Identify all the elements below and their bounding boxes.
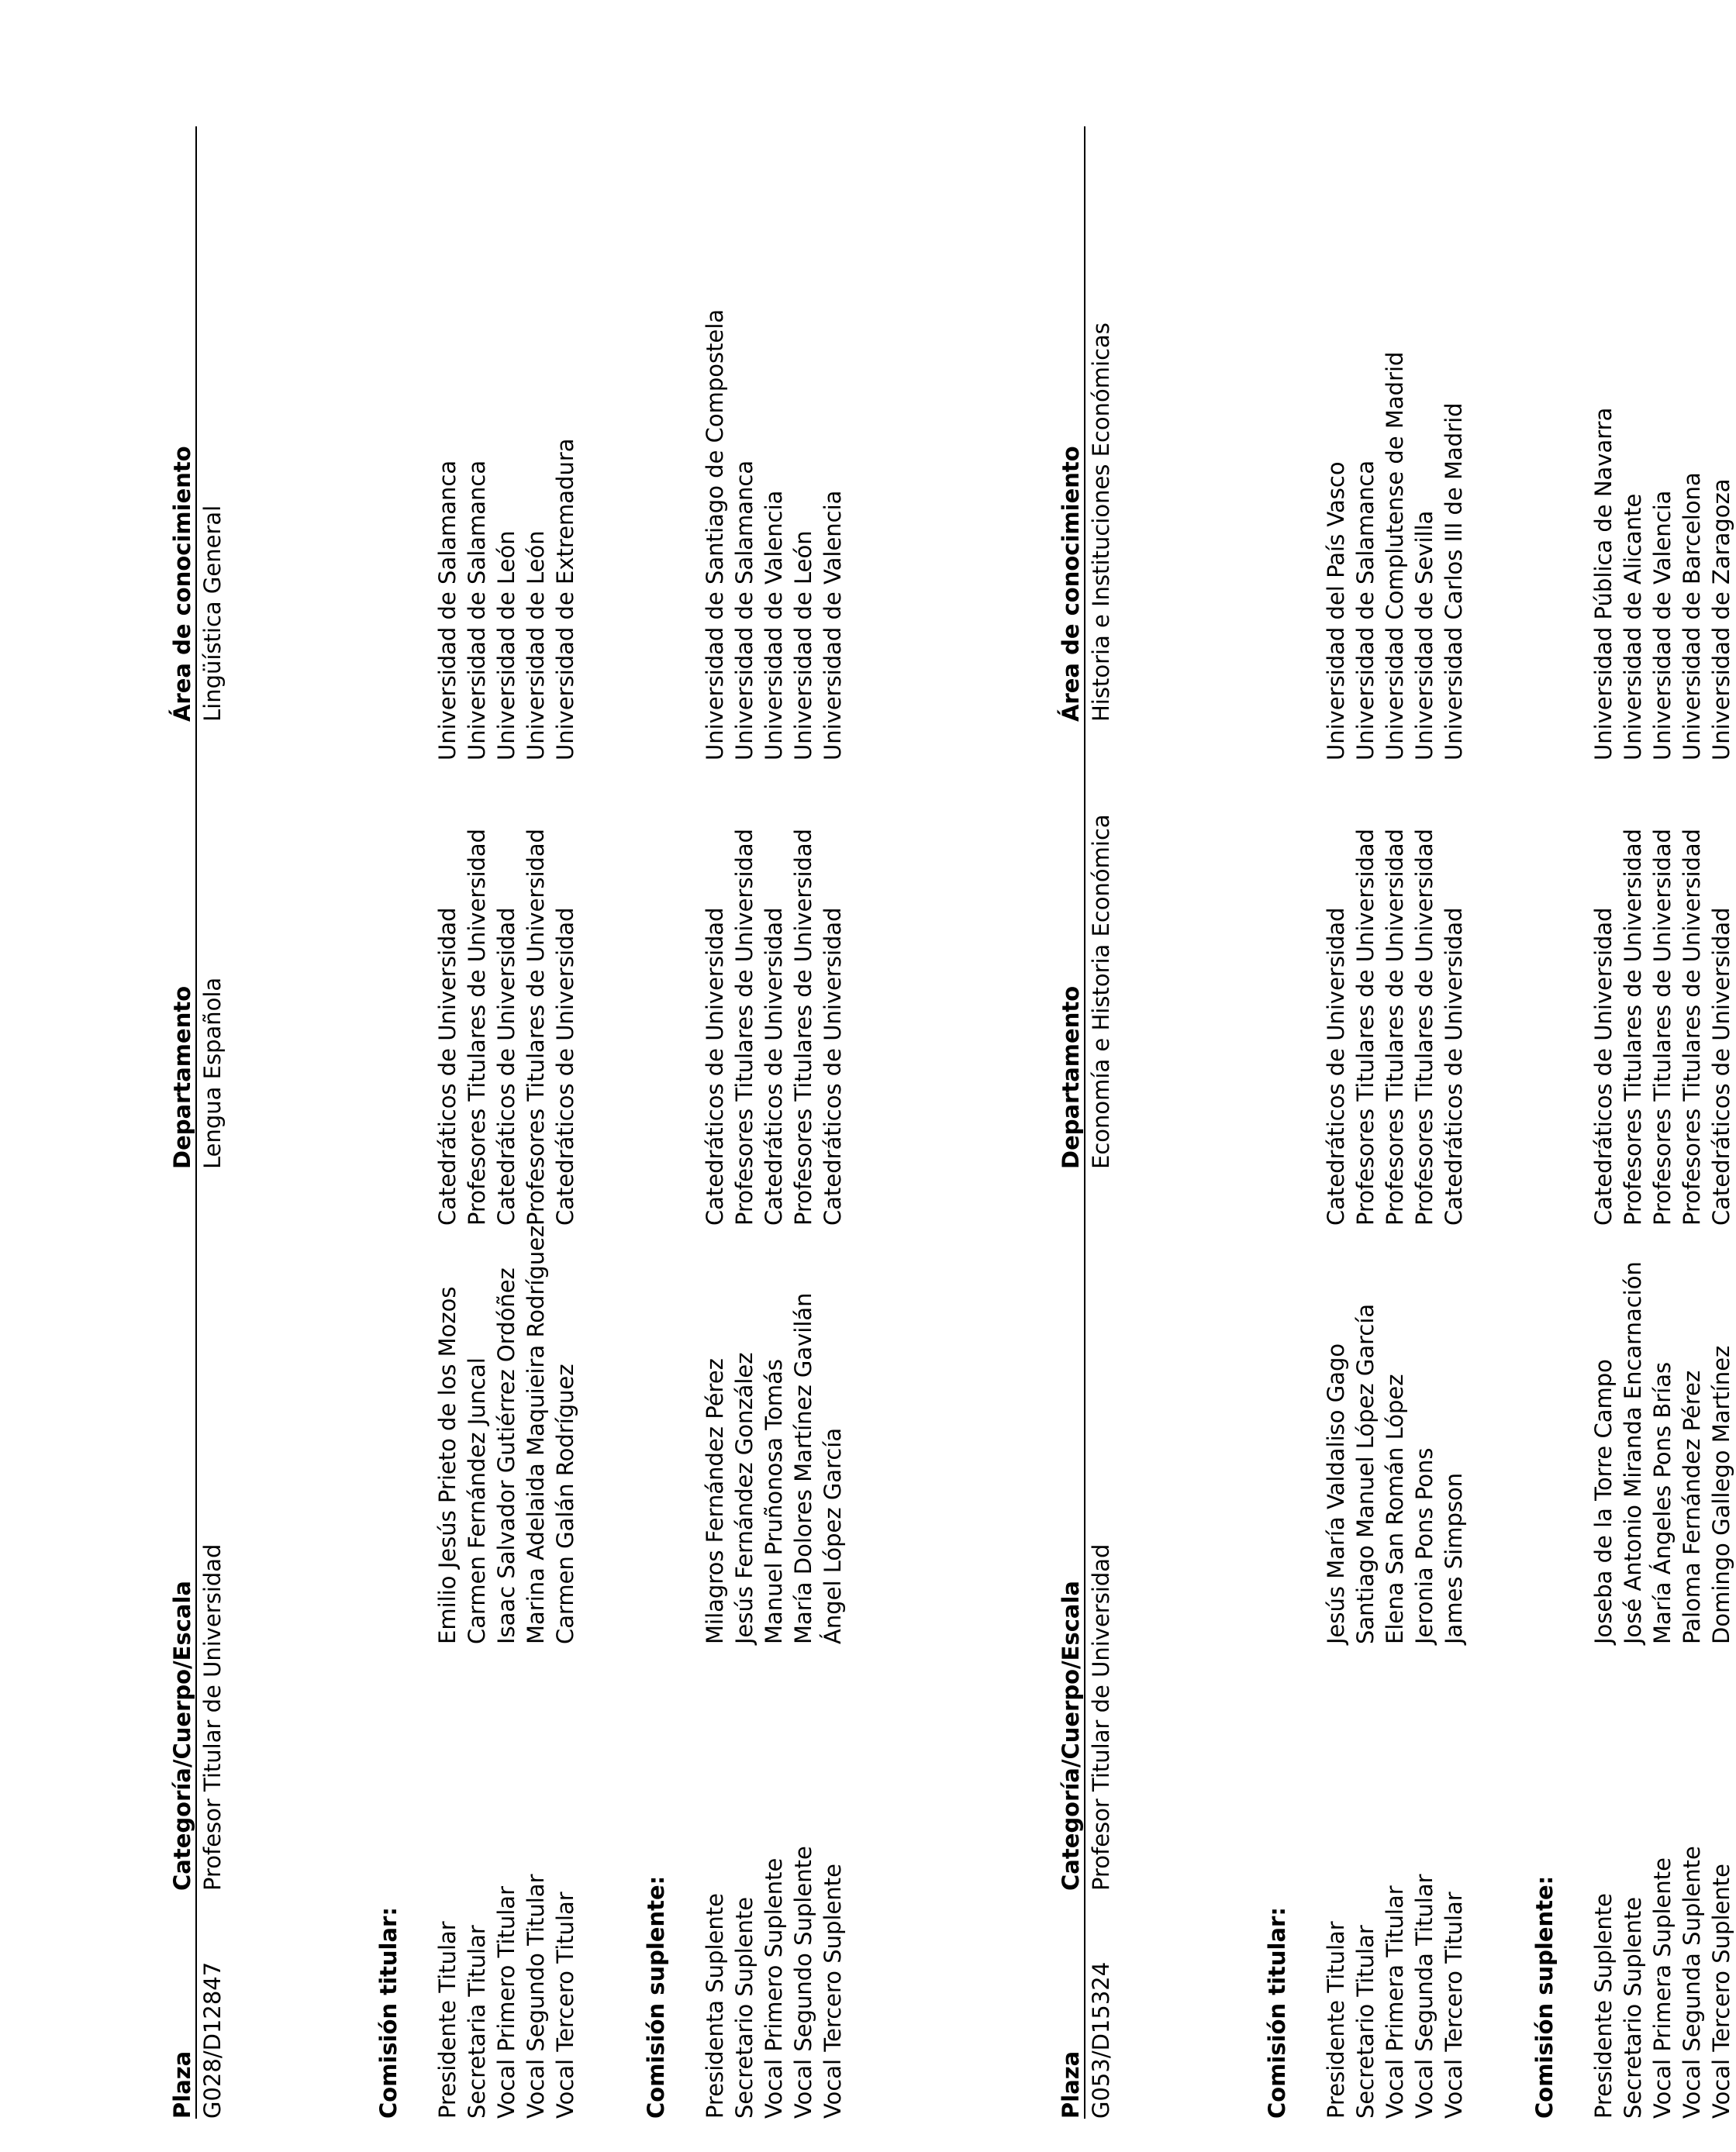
member-role: Vocal Tercero Titular (552, 1892, 578, 2119)
member-universidad: Universidad Carlos III de Madrid (1441, 402, 1467, 760)
header-departamento: Departamento (1058, 985, 1084, 1169)
member-universidad: Universidad Pública de Navarra (1590, 407, 1617, 760)
member-cuerpo: Catedráticos de Universidad (1441, 907, 1467, 1226)
member-universidad: Universidad de León (790, 530, 816, 760)
member-cuerpo: Catedráticos de Universidad (1590, 907, 1617, 1226)
member-name: Joseba de la Torre Campo (1590, 1359, 1617, 1644)
member-cuerpo: Profesores Titulares de Universidad (523, 828, 549, 1226)
member-cuerpo: Catedráticos de Universidad (1708, 907, 1734, 1226)
member-name: Ángel López García (820, 1427, 846, 1644)
member-universidad: Universidad de Salamanca (1352, 460, 1379, 760)
member-name: Carmen Galán Rodríguez (552, 1364, 578, 1644)
member-role: Vocal Tercero Titular (1441, 1892, 1467, 2119)
comision-title: Comisión titular: (375, 1907, 402, 2119)
member-cuerpo: Profesores Titulares de Universidad (1620, 828, 1646, 1226)
plaza-departamento: Lengua Española (199, 977, 226, 1169)
member-universidad: Universidad de Santiago de Compostela (702, 309, 728, 760)
member-cuerpo: Profesores Titulares de Universidad (731, 828, 758, 1226)
member-role: Vocal Segundo Titular (523, 1874, 549, 2119)
member-role: Presidente Titular (434, 1921, 461, 2119)
member-cuerpo: Profesores Titulares de Universidad (1411, 828, 1437, 1226)
plaza-departamento: Economía e Historia Económica (1088, 814, 1114, 1169)
member-cuerpo: Catedráticos de Universidad (702, 907, 728, 1226)
member-universidad: Universidad de Sevilla (1411, 510, 1437, 760)
member-cuerpo: Catedráticos de Universidad (820, 907, 846, 1226)
member-name: Carmen Fernández Juncal (464, 1357, 490, 1644)
comision-title: Comisión suplente: (643, 1875, 669, 2119)
member-cuerpo: Catedráticos de Universidad (434, 907, 461, 1226)
member-cuerpo: Catedráticos de Universidad (493, 907, 519, 1226)
plaza-code: G053/D15324 (1088, 1961, 1114, 2119)
header-area: Área de conocimiento (1058, 446, 1084, 722)
member-name: Santiago Manuel López García (1352, 1303, 1379, 1644)
plaza-area: Lingüística General (199, 505, 226, 722)
member-role: Secretaria Titular (464, 1925, 490, 2119)
member-role: Secretario Suplente (731, 1896, 758, 2119)
member-role: Vocal Primera Titular (1382, 1885, 1408, 2119)
member-name: María Dolores Martínez Gavilán (790, 1292, 816, 1644)
member-name: Jeronia Pons Pons (1411, 1447, 1437, 1644)
member-cuerpo: Profesores Titulares de Universidad (1352, 828, 1379, 1226)
member-universidad: Universidad de Barcelona (1679, 472, 1705, 760)
member-role: Vocal Primero Suplente (761, 1857, 787, 2119)
header-categoria: Categoría/Cuerpo/Escala (169, 1581, 195, 1891)
member-universidad: Universidad de León (493, 530, 519, 760)
member-name: María Ángeles Pons Brías (1649, 1361, 1676, 1644)
member-role: Presidente Titular (1323, 1921, 1349, 2119)
member-role: Presidenta Suplente (702, 1893, 728, 2119)
member-role: Presidente Suplente (1590, 1892, 1617, 2119)
member-universidad: Universidad de Alicante (1620, 493, 1646, 760)
header-departamento: Departamento (169, 985, 195, 1169)
member-universidad: Universidad Complutense de Madrid (1382, 351, 1408, 760)
member-name: José Antonio Miranda Encarnación (1620, 1261, 1646, 1644)
comision-title: Comisión suplente: (1531, 1875, 1558, 2119)
member-name: Milagros Fernández Pérez (702, 1358, 728, 1644)
member-role: Vocal Segundo Suplente (790, 1846, 816, 2119)
member-name: Jesús María Valdaliso Gago (1323, 1343, 1349, 1644)
member-cuerpo: Catedráticos de Universidad (552, 907, 578, 1226)
member-name: Isaac Salvador Gutiérrez Ordóñez (493, 1267, 519, 1644)
member-role: Vocal Segunda Titular (1411, 1874, 1437, 2119)
member-name: Domingo Gallego Martínez (1708, 1345, 1734, 1644)
member-role: Vocal Tercero Suplente (1708, 1864, 1734, 2119)
member-universidad: Universidad de Valencia (761, 490, 787, 760)
member-role: Vocal Tercero Suplente (820, 1864, 846, 2119)
member-role: Secretario Titular (1352, 1925, 1379, 2119)
member-universidad: Universidad de Salamanca (464, 460, 490, 760)
header-plaza: Plaza (1058, 2050, 1084, 2119)
member-cuerpo: Profesores Titulares de Universidad (1679, 828, 1705, 1226)
member-name: Jesús Fernández González (731, 1352, 758, 1644)
header-area: Área de conocimiento (169, 446, 195, 722)
member-role: Vocal Segunda Suplente (1679, 1846, 1705, 2119)
member-universidad: Universidad de Zaragoza (1708, 478, 1734, 760)
member-universidad: Universidad de Valencia (820, 490, 846, 760)
member-name: Emilio Jesús Prieto de los Mozos (434, 1286, 461, 1644)
member-universidad: Universidad de Salamanca (731, 460, 758, 760)
member-name: Elena San Román López (1382, 1374, 1408, 1644)
comision-title: Comisión titular: (1264, 1907, 1290, 2119)
member-cuerpo: Profesores Titulares de Universidad (464, 828, 490, 1226)
member-universidad: Universidad del País Vasco (1323, 461, 1349, 760)
member-universidad: Universidad de Valencia (1649, 490, 1676, 760)
member-cuerpo: Profesores Titulares de Universidad (790, 828, 816, 1226)
member-name: Manuel Pruñonosa Tomás (761, 1359, 787, 1644)
plaza-categoria: Profesor Titular de Universidad (199, 1543, 226, 1891)
member-role: Vocal Primero Titular (493, 1886, 519, 2119)
header-categoria: Categoría/Cuerpo/Escala (1058, 1581, 1084, 1891)
member-cuerpo: Catedráticos de Universidad (761, 907, 787, 1226)
member-cuerpo: Catedráticos de Universidad (1323, 907, 1349, 1226)
plaza-area: Historia e Instituciones Económicas (1088, 322, 1114, 722)
member-cuerpo: Profesores Titulares de Universidad (1382, 828, 1408, 1226)
header-plaza: Plaza (169, 2050, 195, 2119)
member-role: Secretario Suplente (1620, 1896, 1646, 2119)
plaza-categoria: Profesor Titular de Universidad (1088, 1543, 1114, 1891)
member-name: James Simpson (1441, 1472, 1467, 1644)
member-universidad: Universidad de Extremadura (552, 438, 578, 760)
member-universidad: Universidad de León (523, 530, 549, 760)
member-cuerpo: Profesores Titulares de Universidad (1649, 828, 1676, 1226)
member-name: Marina Adelaida Maquieira Rodríguez (523, 1225, 549, 1644)
plaza-code: G028/D12847 (199, 1961, 226, 2119)
member-role: Vocal Primera Suplente (1649, 1857, 1676, 2119)
member-universidad: Universidad de Salamanca (434, 460, 461, 760)
member-name: Paloma Fernández Pérez (1679, 1370, 1705, 1644)
